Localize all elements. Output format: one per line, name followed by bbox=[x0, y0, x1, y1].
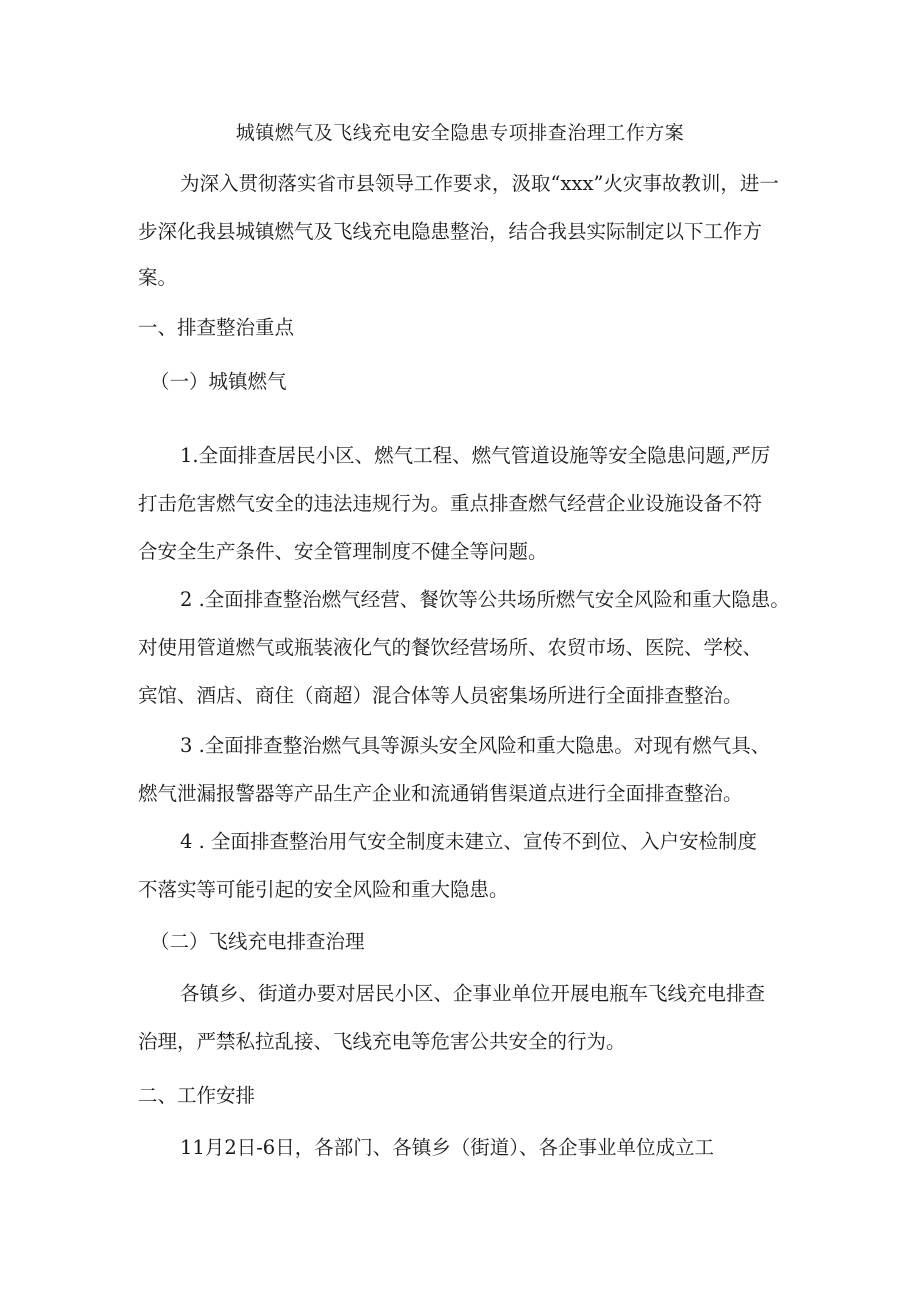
intro-line-3: 案。 bbox=[138, 266, 178, 289]
item3-line-2: 燃气泄漏报警器等产品生产企业和流通销售渠道点进行全面排查整治。 bbox=[138, 782, 743, 805]
section2-line-1: 11月2日-6日，各部门、各镇乡（街道）、各企事业单位成立工 bbox=[180, 1136, 714, 1159]
item4-line-2: 不落实等可能引起的安全风险和重大隐患。 bbox=[138, 878, 509, 901]
sub1-heading: （一）城镇燃气 bbox=[150, 370, 287, 393]
sub2-line-2: 治理，严禁私拉乱接、飞线充电等危害公共安全的行为。 bbox=[138, 1030, 626, 1053]
item1-line-1: 1.全面排查居民小区、燃气工程、燃气管道设施等安全隐患问题,严厉 bbox=[180, 444, 771, 467]
sub2-line-1: 各镇乡、街道办要对居民小区、企事业单位开展电瓶车飞线充电排查 bbox=[180, 982, 766, 1005]
item2-line-3: 宾馆、酒店、商住（商超）混合体等人员密集场所进行全面排查整治。 bbox=[138, 684, 743, 707]
document-title: 城镇燃气及飞线充电安全隐患专项排查治理工作方案 bbox=[235, 122, 685, 144]
item4-line-1: 4 . 全面排查整治用气安全制度未建立、宣传不到位、入户安检制度 bbox=[180, 830, 758, 853]
item1-line-3: 合安全生产条件、安全管理制度不健全等问题。 bbox=[138, 540, 548, 563]
intro-line-2: 步深化我县城镇燃气及飞线充电隐患整治，结合我县实际制定以下工作方 bbox=[138, 220, 763, 243]
item3-line-1: 3 .全面排查整治燃气具等源头安全风险和重大隐患。对现有燃气具、 bbox=[180, 734, 771, 757]
section1-heading: 一、排查整治重点 bbox=[138, 316, 295, 339]
item2-line-1: 2 .全面排查整治燃气经营、餐饮等公共场所燃气安全风险和重大隐患。 bbox=[180, 588, 790, 611]
item2-line-2: 对使用管道燃气或瓶装液化气的餐饮经营场所、农贸市场、医院、学校、 bbox=[138, 636, 763, 659]
sub2-heading: （二）飞线充电排查治理 bbox=[150, 930, 365, 953]
section2-heading: 二、工作安排 bbox=[138, 1084, 256, 1107]
intro-line-1: 为深入贯彻落实省市县领导工作要求，汲取“xxx”火灾事故教训，进一 bbox=[180, 172, 779, 195]
item1-line-2: 打击危害燃气安全的违法违规行为。重点排查燃气经营企业设施设备不符 bbox=[138, 492, 763, 515]
